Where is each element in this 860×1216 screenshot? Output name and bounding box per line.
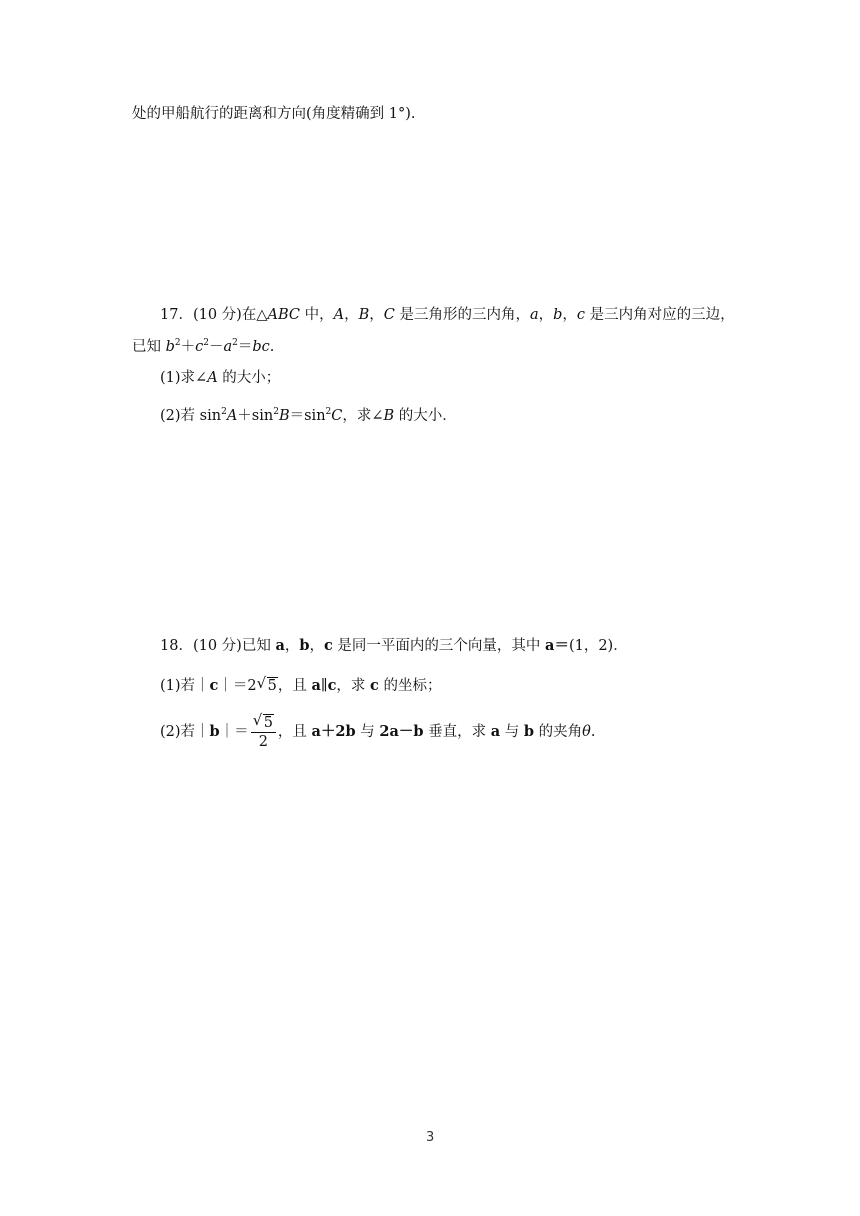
q17-var: B: [358, 307, 370, 323]
q18-part1-text: ，求: [336, 678, 371, 694]
q18-vector: c: [209, 677, 219, 694]
q18-number: 18．: [160, 638, 193, 654]
q17-var: C: [331, 408, 343, 424]
q17-op: .: [269, 339, 275, 355]
q17-text: 中，: [299, 307, 334, 323]
q17-score: (10 分): [192, 307, 242, 323]
q18-part1-text: ，且: [277, 678, 312, 694]
q17-part1-text: 的大小；: [217, 370, 281, 386]
q18-op: ＋2: [320, 723, 346, 740]
q17-var: b: [165, 339, 175, 355]
q18-part2-text: 与: [500, 724, 524, 740]
q18-vector: a: [490, 723, 501, 740]
q17-part1-label: (1): [160, 370, 181, 386]
q18-op: －: [398, 723, 414, 740]
q18-theta: θ: [582, 724, 591, 740]
q17-op: －: [209, 339, 224, 355]
q17-var: bc: [252, 339, 270, 355]
q17-part2-text: ＋sin: [237, 408, 274, 424]
q18-vector: a: [275, 637, 285, 654]
q17-text: ，: [562, 307, 577, 323]
q17-part2-text: ，求∠: [342, 408, 384, 424]
q18-part2: [160, 712, 595, 752]
q17-var: A: [207, 370, 218, 386]
q18-text: (1，2)．: [568, 638, 628, 654]
q18-vector: a: [311, 723, 321, 740]
q18-vector: b: [523, 723, 535, 740]
q17-exp: 2: [174, 338, 181, 348]
q18-stem: [160, 636, 628, 656]
q17-op: ＝: [237, 339, 253, 355]
q18-part2-text: 的夹角: [534, 724, 583, 740]
q18-radicand: 5: [267, 678, 277, 694]
q18-parallel: ∥: [320, 678, 328, 694]
q17-number: 17．: [160, 307, 193, 323]
q17-exp: 2: [273, 407, 279, 417]
radical-icon: √: [252, 710, 263, 729]
q18-vector: a: [389, 723, 399, 740]
q18-vector: b: [345, 723, 356, 740]
q17-var: C: [383, 307, 395, 323]
q17-exp: 2: [325, 407, 332, 417]
q17-text: 是三内角对应的三边，: [585, 307, 735, 323]
q17-op: ＋: [180, 339, 196, 355]
q18-vector: a: [545, 637, 555, 654]
q18-vector: b: [209, 723, 220, 740]
q18-vector: c: [323, 637, 333, 654]
q17-stem-line1: [160, 305, 735, 325]
q18-frac-sqrt: [252, 710, 274, 732]
q18-score: (10 分): [192, 638, 242, 654]
fraction-denominator: 2: [258, 733, 268, 750]
q18-vector: c: [327, 677, 337, 694]
q18-part2-text: ，且: [277, 724, 312, 740]
q17-text: ，: [344, 307, 359, 323]
q17-exp: 2: [203, 338, 209, 348]
q17-var: B: [278, 408, 290, 424]
q18-frac-radicand: 5: [263, 714, 273, 731]
q17-part2-text: ＝sin: [289, 408, 326, 424]
q18-part2-text: ｜＝: [219, 724, 249, 740]
q17-var: ABC: [267, 307, 300, 323]
q18-vector: b: [413, 723, 424, 740]
fraction-numerator: [251, 710, 276, 733]
q18-sqrt: [257, 676, 278, 696]
q17-exp: 2: [221, 407, 227, 417]
q18-text: 是同一平面内的三个向量，其中: [332, 638, 546, 654]
q18-vector: b: [299, 637, 310, 654]
q17-text: ，: [538, 307, 554, 323]
q17-var: c: [195, 339, 204, 355]
q17-text: 在△: [241, 307, 268, 323]
q17-text: ，: [369, 307, 384, 323]
q17-var: a: [223, 339, 233, 355]
q17-var: c: [576, 307, 586, 323]
carryover-sentence: 处的甲船航行的距离和方向(角度精确到 1°).: [132, 106, 416, 122]
q18-part2-text: .: [590, 724, 596, 740]
q17-var: a: [529, 307, 539, 323]
q18-vector: a: [311, 677, 321, 694]
q17-part2-text: 的大小．: [394, 408, 457, 424]
q17-part1: [160, 368, 280, 388]
q17-given-text: 已知: [132, 339, 166, 355]
page-number: 3: [426, 1130, 435, 1145]
q17-part2-text: 若 sin: [180, 408, 222, 424]
q18-part2-text: 若｜: [180, 724, 210, 740]
q18-part1-text: 若｜: [180, 678, 210, 694]
q17-var: b: [553, 307, 563, 323]
q18-part1-text: ｜＝2: [218, 678, 257, 694]
q17-var: B: [383, 408, 395, 424]
q18-part1-label: (1): [160, 678, 181, 694]
q17-exp: 2: [232, 338, 238, 348]
q18-vector: c: [370, 677, 379, 694]
radical-icon: √: [256, 674, 267, 692]
q17-part2: [160, 406, 457, 426]
q17-var: A: [226, 408, 238, 424]
q18-part1: [160, 676, 441, 696]
q18-part2-text: 与: [355, 724, 380, 740]
q18-part2-text: 垂直，求: [423, 724, 491, 740]
q18-fraction: [251, 710, 276, 751]
q18-op: 2: [379, 723, 390, 740]
q18-text: ，: [309, 638, 324, 654]
q18-text: ，: [284, 638, 300, 654]
q18-part2-label: (2): [160, 724, 181, 740]
q17-part2-label: (2): [160, 408, 181, 424]
q17-part1-text: 求∠: [180, 370, 208, 386]
carryover-text: [132, 104, 416, 124]
q18-op: ＝: [554, 637, 569, 654]
q18-text: 已知: [241, 638, 276, 654]
q17-given-line: [132, 337, 274, 357]
q17-text: 是三角形的三内角，: [394, 307, 530, 323]
q17-var: A: [333, 307, 345, 323]
q18-part1-text: 的坐标；: [378, 678, 442, 694]
